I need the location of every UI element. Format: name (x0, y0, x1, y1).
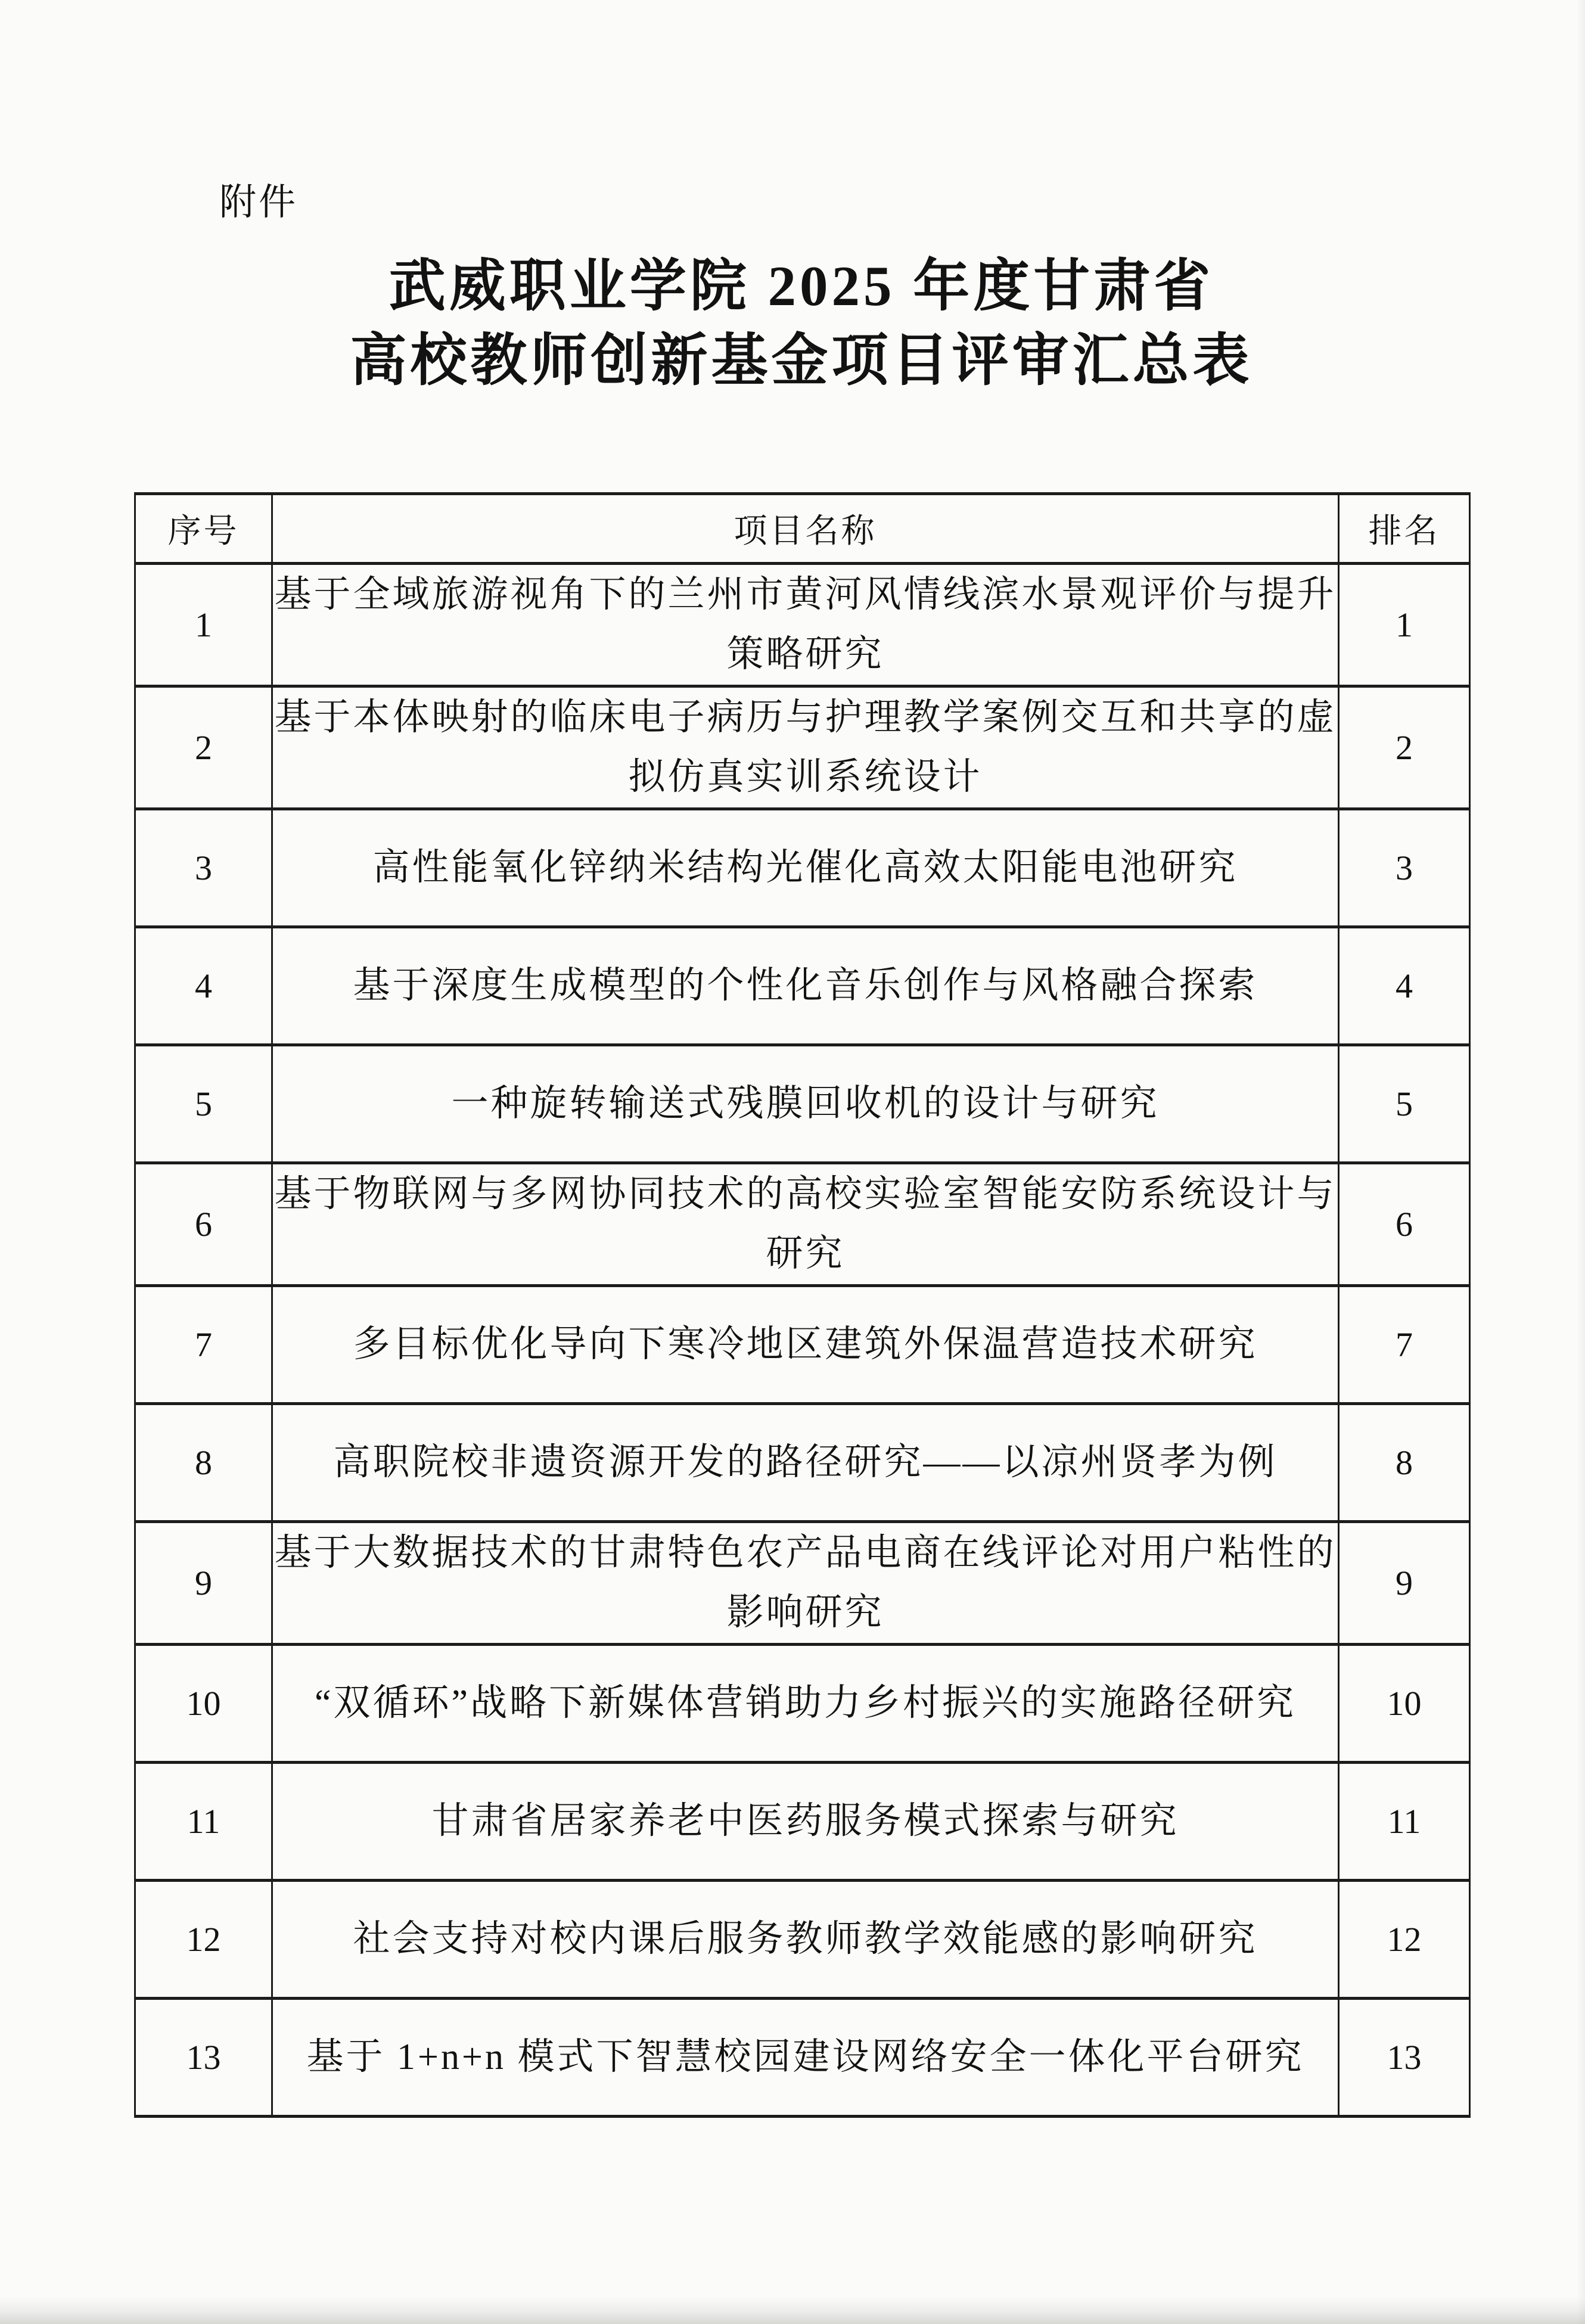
table-row (135, 927, 1470, 1045)
cell-index: 4 (135, 927, 272, 1045)
cell-name: 基于大数据技术的甘肃特色农产品电商在线评论对用户粘性的影响研究 (272, 1521, 1339, 1644)
attachment-label: 附件 (219, 182, 299, 223)
cell-name: 基于本体映射的临床电子病历与护理教学案例交互和共享的虚拟仿真实训系统设计 (272, 686, 1339, 809)
cell-index: 2 (135, 686, 272, 809)
table-row (135, 1521, 1470, 1644)
table-row (135, 686, 1470, 809)
table-header-row (135, 494, 1470, 564)
cell-rank: 10 (1339, 1644, 1470, 1762)
projects-table (134, 492, 1471, 2118)
cell-name: 基于全域旅游视角下的兰州市黄河风情线滨水景观评价与提升策略研究 (272, 564, 1339, 686)
cell-index: 6 (135, 1163, 272, 1285)
table-row (135, 564, 1470, 686)
cell-rank: 4 (1339, 927, 1470, 1045)
document-title (134, 249, 1469, 399)
cell-name: 社会支持对校内课后服务教师教学效能感的影响研究 (272, 1880, 1339, 1998)
table-row (135, 1285, 1470, 1403)
cell-rank: 5 (1339, 1045, 1470, 1163)
cell-name: 高职院校非遗资源开发的路径研究——以凉州贤孝为例 (272, 1403, 1339, 1521)
cell-rank: 1 (1339, 564, 1470, 686)
cell-name: 多目标优化导向下寒冷地区建筑外保温营造技术研究 (272, 1285, 1339, 1403)
cell-name: “双循环”战略下新媒体营销助力乡村振兴的实施路径研究 (272, 1644, 1339, 1762)
cell-rank: 9 (1339, 1521, 1470, 1644)
header-cell-rank: 排名 (1339, 494, 1470, 564)
table-row (135, 1762, 1470, 1880)
cell-index: 12 (135, 1880, 272, 1998)
cell-index: 8 (135, 1403, 272, 1521)
cell-index: 1 (135, 564, 272, 686)
table-row (135, 1163, 1470, 1285)
table-row (135, 1998, 1470, 2116)
cell-rank: 8 (1339, 1403, 1470, 1521)
title-line-1: 武威职业学院 2025 年度甘肃省 (389, 254, 1214, 318)
table-row (135, 809, 1470, 927)
cell-name: 基于物联网与多网协同技术的高校实验室智能安防系统设计与研究 (272, 1163, 1339, 1285)
table-row (135, 1403, 1470, 1521)
cell-rank: 3 (1339, 809, 1470, 927)
cell-index: 9 (135, 1521, 272, 1644)
title-line-2: 高校教师创新基金项目评审汇总表 (350, 329, 1253, 393)
cell-name: 基于深度生成模型的个性化音乐创作与风格融合探索 (272, 927, 1339, 1045)
cell-rank: 11 (1339, 1762, 1470, 1880)
cell-name: 甘肃省居家养老中医药服务模式探索与研究 (272, 1762, 1339, 1880)
table-row (135, 1644, 1470, 1762)
cell-rank: 12 (1339, 1880, 1470, 1998)
cell-rank: 6 (1339, 1163, 1470, 1285)
header-cell-index: 序号 (135, 494, 272, 564)
scan-shadow-right (1577, 0, 1585, 2324)
cell-rank: 2 (1339, 686, 1470, 809)
header-cell-name: 项目名称 (272, 494, 1339, 564)
cell-name: 一种旋转输送式残膜回收机的设计与研究 (272, 1045, 1339, 1163)
cell-name: 基于 1+n+n 模式下智慧校园建设网络安全一体化平台研究 (272, 1998, 1339, 2116)
cell-index: 11 (135, 1762, 272, 1880)
cell-index: 3 (135, 809, 272, 927)
cell-index: 10 (135, 1644, 272, 1762)
cell-rank: 13 (1339, 1998, 1470, 2116)
scan-shadow-bottom (0, 2297, 1585, 2324)
cell-index: 7 (135, 1285, 272, 1403)
cell-rank: 7 (1339, 1285, 1470, 1403)
cell-index: 13 (135, 1998, 272, 2116)
table-row (135, 1045, 1470, 1163)
table-row (135, 1880, 1470, 1998)
cell-index: 5 (135, 1045, 272, 1163)
cell-name: 高性能氧化锌纳米结构光催化高效太阳能电池研究 (272, 809, 1339, 927)
